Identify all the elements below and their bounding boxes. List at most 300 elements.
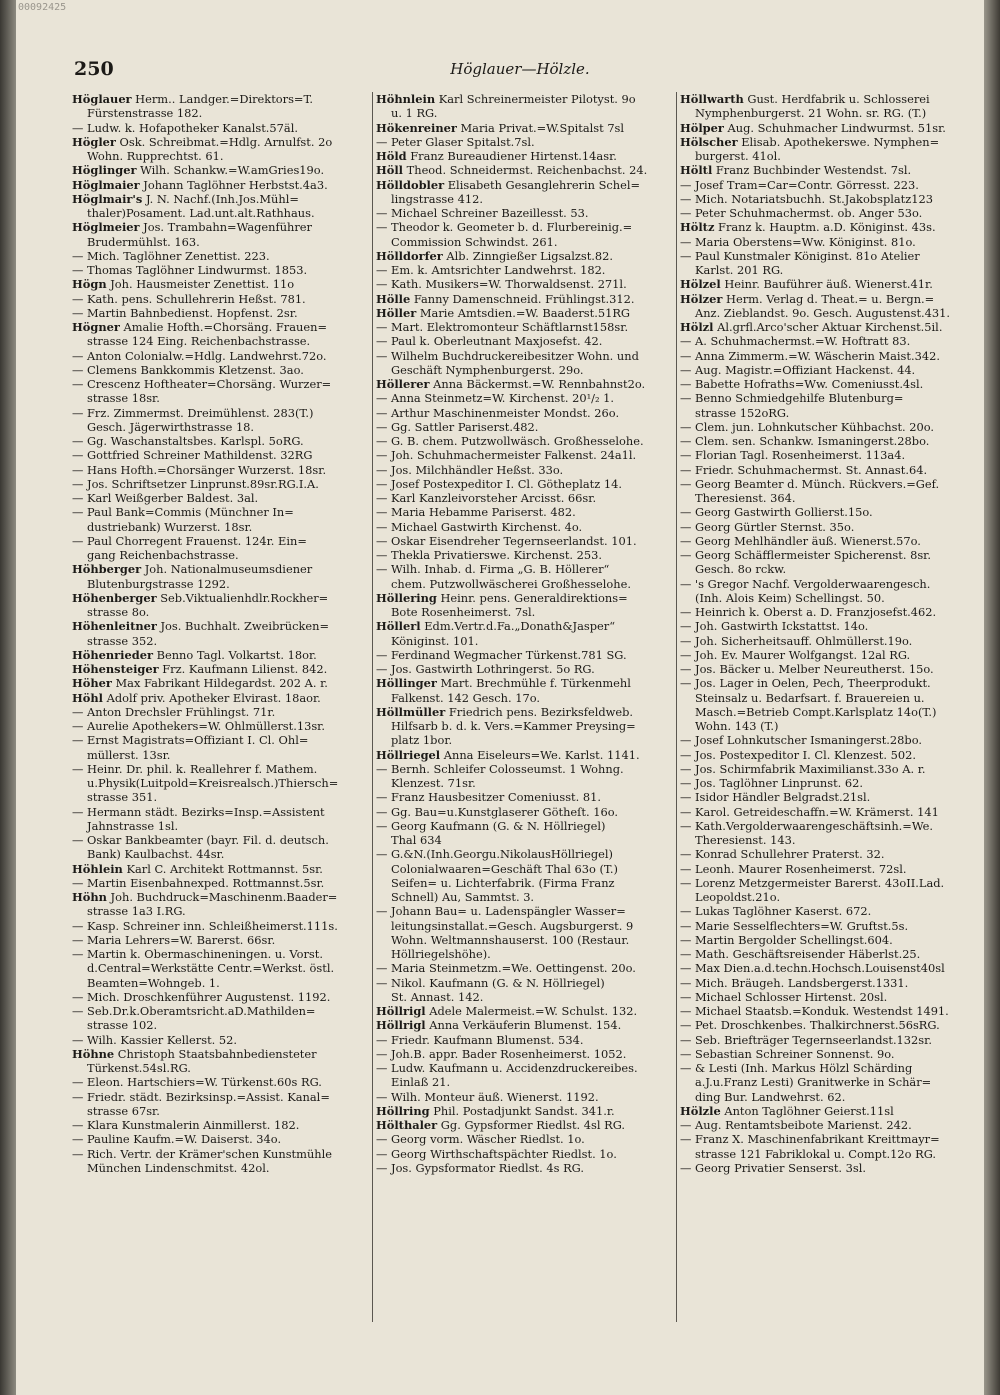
entry-details: — Georg Beamter d. Münch. Rückvers.=Gef. — [680, 476, 940, 491]
entry-details: — Thekla Privatierswe. Kirchenst. 253. — [376, 548, 603, 562]
entry-details: Karl Schreinermeister Pilotyst. 9o — [435, 92, 636, 106]
entry-details: — Benno Schmiedgehilfe Blutenburg= — [680, 391, 904, 406]
entry-details: — Wilh. Monteur äuß. Wienerst. 1192. — [376, 1089, 599, 1104]
directory-entry-line — [680, 719, 980, 733]
entry-details: J. N. Nachf.(Inh.Jos.Mühl= — [142, 191, 299, 206]
directory-entry-line — [72, 577, 372, 591]
directory-entry-line — [72, 976, 372, 990]
directory-entry-line — [72, 619, 372, 633]
entry-details: — Gg. Waschanstaltsbes. Karlspl. 5oRG. — [72, 434, 304, 448]
directory-entry-line — [72, 1104, 372, 1118]
entry-details: Nymphenburgerst. 21 Wohn. sr. RG. (T.) — [695, 106, 927, 121]
entry-details: — Klara Kunstmalerin Ainmillerst. 182. — [72, 1118, 300, 1132]
directory-entry-line — [680, 491, 980, 505]
entry-details: Theresienst. 143. — [695, 833, 796, 847]
directory-entry-line — [72, 334, 372, 348]
entry-details: — Aug. Magistr.=Offiziant Hackenst. 44. — [680, 362, 916, 377]
entry-details: — Michael Schreiner Bazeillesst. 53. — [376, 206, 589, 220]
running-head: Höglauer—Hölzle. — [450, 60, 590, 78]
directory-entry-line — [376, 919, 676, 933]
entry-details: Mart. Brechmühle f. Türkenmehl — [436, 676, 631, 691]
scan-stamp: 00092425 — [18, 2, 67, 13]
entry-details: (Inh. Alois Keim) Schellingst. 50. — [695, 590, 885, 605]
entry-details: — Ludw. k. Hofapotheker Kanalst.57äl. — [72, 120, 298, 135]
entry-details: — Rich. Vertr. der Krämer'schen Kunstmühle — [72, 1146, 332, 1161]
directory-entry-line — [376, 719, 676, 733]
directory-entry-line — [376, 192, 676, 206]
directory-entry-line — [72, 805, 372, 819]
directory-entry-line — [680, 947, 980, 961]
directory-entry-line — [376, 790, 676, 804]
entry-details: — Oskar Bankbeamter (bayr. Fil. d. deutsch. — [72, 833, 329, 847]
entry-details: Joh. Nationalmuseumsdiener — [141, 562, 313, 577]
directory-entry-line — [680, 263, 980, 277]
page-number: 250 — [74, 58, 114, 80]
entry-details: strasse 18sr. — [87, 391, 160, 406]
entry-details: Alb. Zinngießer Ligsalzst.82. — [442, 248, 614, 263]
entry-details: — Lukas Taglöhner Kaserst. 672. — [680, 904, 872, 919]
entry-details: Joh. Hausmeister Zenettist. 11o — [106, 277, 295, 292]
entry-details: strasse 8o. — [87, 605, 150, 619]
directory-entry-line — [72, 306, 372, 320]
entry-details: Karlst. 201 RG. — [695, 263, 784, 277]
entry-details: — Paul Kunstmaler Königinst. 81o Atelier — [680, 248, 920, 263]
directory-entry-line — [376, 505, 676, 519]
entry-details: Heinr. pens. Generaldirektions= — [436, 590, 628, 605]
entry-details: Bote Rosenheimerst. 7sl. — [391, 605, 536, 619]
directory-entry-line — [72, 1018, 372, 1032]
entry-surname: Höhenrieder — [72, 647, 153, 662]
entry-details: Max Fabrikant Hildegardst. 202 A. r. — [111, 676, 328, 691]
entry-details: d.Central=Werkstätte Centr.=Werkst. östl. — [87, 961, 335, 976]
directory-entry-line — [72, 748, 372, 762]
entry-details: strasse 124 Eing. Reichenbachstrasse. — [87, 334, 311, 349]
directory-entry-line — [680, 862, 980, 876]
directory-entry-line — [72, 149, 372, 163]
directory-entry-line — [72, 391, 372, 405]
directory-entry-line — [376, 420, 676, 434]
entry-details: Adele Malermeist.=W. Schulst. 132. — [425, 1004, 638, 1018]
directory-entry-line — [72, 235, 372, 249]
entry-details: — Wilhelm Buchdruckereibesitzer Wohn. und — [376, 348, 639, 363]
directory-entry-line — [72, 648, 372, 662]
entry-details: — Kath. Musikers=W. Thorwaldsenst. 271l. — [376, 277, 627, 292]
entry-details: — Martin Eisenbahnexped. Rottmannst.5sr. — [72, 875, 325, 890]
directory-entry-line — [680, 448, 980, 462]
entry-details: Osk. Schreibmat.=Hdlg. Arnulfst. 2o — [115, 134, 333, 149]
entry-details: — Mart. Elektromonteur Schäftlarnst158sr. — [376, 320, 629, 334]
entry-details: — Florian Tagl. Rosenheimerst. 113a4. — [680, 448, 906, 463]
entry-surname: Höllrigl — [376, 1018, 426, 1033]
entry-details: — Georg Gastwirth Gollierst.15o. — [680, 505, 873, 520]
entry-details: — Lorenz Metzgermeister Barerst. 43oII.Lad. — [680, 875, 945, 890]
directory-entry-line — [72, 505, 372, 519]
directory-entry-line — [72, 605, 372, 619]
directory-entry-line — [376, 933, 676, 947]
directory-entry-line — [680, 1132, 980, 1146]
entry-details: Franz Bureaudiener Hirtenst.14asr. — [406, 149, 617, 163]
entry-details: — Karol. Getreideschaffn.=W. Krämerst. 141 — [680, 804, 939, 819]
directory-entry-line — [376, 1004, 676, 1018]
entry-details: — Seb.Dr.k.Oberamtsricht.aD.Mathilden= — [72, 1004, 316, 1018]
entry-details: — Peter Glaser Spitalst.7sl. — [376, 134, 535, 149]
entry-details: Bank) Kaulbachst. 44sr. — [87, 847, 225, 862]
directory-entry-line — [680, 733, 980, 747]
entry-surname: Höhlein — [72, 861, 123, 876]
directory-entry-line — [72, 249, 372, 263]
entry-details: strasse 351. — [87, 790, 158, 805]
entry-details: — Bernh. Schleifer Colosseumst. 1 Wohng. — [376, 761, 624, 776]
entry-details: — Michael Staatsb.=Konduk. Westendst 1491. — [680, 1004, 949, 1018]
directory-entry-line — [72, 121, 372, 135]
entry-details: ding Bur. Landwehrst. 62. — [695, 1089, 846, 1104]
directory-entry-line — [680, 1118, 980, 1132]
entry-surname: Hölzer — [680, 291, 723, 306]
directory-entry-line — [680, 334, 980, 348]
column-rule — [372, 92, 373, 1322]
directory-entry-line — [72, 890, 372, 904]
entry-details: — Anton Drechsler Frühlingst. 71r. — [72, 704, 276, 719]
directory-entry-line — [72, 990, 372, 1004]
entry-details: — Clem. sen. Schankw. Ismaningerst.28bo. — [680, 434, 930, 448]
entry-details: Blutenburgstrasse 1292. — [87, 576, 230, 591]
directory-entry-line — [376, 1104, 676, 1118]
directory-entry-line — [680, 463, 980, 477]
directory-entry-line — [72, 662, 372, 676]
entry-details: leitungsinstallat.=Gesch. Augsburgerst. 9 — [391, 918, 634, 933]
entry-details: — Marie Sesselflechters=W. Gruftst.5s. — [680, 918, 909, 933]
entry-surname: Hölthaler — [376, 1118, 438, 1132]
directory-entry-line — [376, 306, 676, 320]
entry-details: — Maria Hebamme Pariserst. 482. — [376, 505, 576, 520]
entry-details: — Franz X. Maschinenfabrikant Kreittmayr= — [680, 1132, 940, 1147]
directory-entry-line — [376, 178, 676, 192]
directory-entry-line — [680, 505, 980, 519]
entry-details: — Anton Colonialw.=Hdlg. Landwehrst.72o. — [72, 348, 327, 363]
directory-entry-line — [680, 178, 980, 192]
directory-entry-line — [72, 1132, 372, 1146]
entry-details: Fürstenstrasse 182. — [87, 106, 203, 121]
entry-details: strasse 152oRG. — [695, 405, 790, 420]
directory-entry-line — [376, 591, 676, 605]
entry-surname: Höhenberger — [72, 590, 157, 605]
directory-entry-line — [680, 691, 980, 705]
directory-entry-line — [376, 776, 676, 790]
directory-entry-line — [376, 363, 676, 377]
directory-entry-line — [680, 1075, 980, 1089]
directory-entry-line — [376, 947, 676, 961]
entry-surname: Höller — [376, 305, 417, 320]
directory-entry-line — [376, 805, 676, 819]
directory-entry-line — [680, 249, 980, 263]
entry-details: — & Lesti (Inh. Markus Hölzl Schärding — [680, 1061, 913, 1075]
directory-entry-line — [72, 961, 372, 975]
entry-surname: Höltz — [680, 220, 715, 235]
scan-edge-left — [0, 0, 16, 1395]
entry-details: Herm. Verlag d. Theat.= u. Bergn.= — [722, 291, 935, 306]
entry-details: — Heinrich k. Oberst a. D. Franzjosefst.462. — [680, 605, 937, 619]
entry-details: Klenzest. 71sr. — [391, 776, 476, 790]
entry-details: a.J.u.Franz Lesti) Granitwerke in Schär= — [695, 1075, 932, 1090]
entry-details: — Mich. Notariatsbuchh. St.Jakobsplatz123 — [680, 191, 933, 206]
entry-details: — Michael Schlosser Hirtenst. 20sl. — [680, 989, 888, 1004]
directory-entry-line — [680, 292, 980, 306]
directory-entry-line — [680, 776, 980, 790]
directory-entry-line — [376, 1090, 676, 1104]
entry-surname: Höhenleitner — [72, 619, 157, 634]
entry-details: Marie Amtsdien.=W. Baaderst.51RG — [416, 305, 631, 320]
entry-details: — Jos. Gypsformator Riedlst. 4s RG. — [376, 1160, 584, 1175]
entry-details: strasse 352. — [87, 633, 158, 648]
entry-details: Wohn. 143 (T.) — [695, 719, 779, 733]
directory-entry-line — [680, 1161, 980, 1175]
entry-details: — Ferdinand Wegmacher Türkenst.781 SG. — [376, 647, 627, 662]
entry-surname: Höhnlein — [376, 92, 436, 106]
entry-details: — Karl Kanzleivorsteher Arcisst. 66sr. — [376, 491, 597, 505]
entry-surname: Höld — [376, 149, 407, 163]
entry-details: — Joh.B. appr. Bader Rosenheimerst. 1052. — [376, 1046, 627, 1061]
entry-surname: Hölper — [680, 120, 724, 135]
page-header — [0, 58, 1000, 82]
entry-surname: Högler — [72, 134, 116, 149]
directory-entry-line — [72, 762, 372, 776]
directory-entry-line — [376, 135, 676, 149]
entry-details: — Martin Bahnbedienst. Hopfenst. 2sr. — [72, 305, 298, 320]
directory-entry-line — [376, 121, 676, 135]
entry-details: — Seb. Briefträger Tegernseerlandst.132sr. — [680, 1032, 932, 1047]
directory-entry-line — [376, 263, 676, 277]
directory-entry-line — [72, 292, 372, 306]
directory-entry-line — [376, 206, 676, 220]
entry-details: — Anna Steinmetz=W. Kirchenst. 20¹/₂ 1. — [376, 391, 615, 406]
directory-entry-line — [376, 819, 676, 833]
entry-details: — Mich. Taglöhner Zenettist. 223. — [72, 248, 270, 263]
entry-details: — G.&N.(Inh.Georgu.NikolausHöllriegel) — [376, 847, 613, 862]
directory-entry-line — [72, 591, 372, 605]
entry-details: Steinsalz u. Bedarfsart. f. Brauereien u. — [695, 690, 925, 705]
entry-details: Falkenst. 142 Gesch. 17o. — [391, 690, 540, 705]
directory-entry-line — [680, 220, 980, 234]
entry-details: — Ludw. Kaufmann u. Accidenzdruckereibes. — [376, 1061, 638, 1075]
directory-entry-line — [376, 249, 676, 263]
directory-entry-line — [72, 733, 372, 747]
entry-details: Wilh. Schankw.=W.amGries19o. — [136, 163, 325, 178]
entry-details: müllerst. 13sr. — [87, 747, 171, 762]
entry-details: Franz Buchbinder Westendst. 7sl. — [712, 163, 912, 178]
directory-entry-line — [72, 862, 372, 876]
entry-details: — Crescenz Hoftheater=Chorsäng. Wurzer= — [72, 377, 332, 391]
directory-entry-line — [680, 1104, 980, 1118]
entry-details: — Gg. Sattler Pariserst.482. — [376, 419, 539, 434]
directory-entry-line — [376, 377, 676, 391]
directory-entry-line — [376, 1033, 676, 1047]
directory-entry-line — [376, 491, 676, 505]
entry-details: platz 1bor. — [391, 733, 453, 748]
entry-details: Fanny Damenschneid. Frühlingst.312. — [410, 291, 635, 306]
directory-entry-line — [72, 92, 372, 106]
directory-entry-line — [680, 1004, 980, 1018]
entry-details: Höllriegelshöhe). — [391, 947, 491, 961]
directory-entry-line — [376, 990, 676, 1004]
entry-details: — Paul Bank=Commis (Münchner In= — [72, 505, 294, 520]
entry-surname: Höllerer — [376, 377, 430, 391]
directory-entry-line — [72, 1004, 372, 1018]
directory-entry-line — [376, 662, 676, 676]
entry-surname: Höhberger — [72, 562, 142, 577]
directory-entry-line — [680, 748, 980, 762]
directory-entry-line — [376, 292, 676, 306]
entry-details: Seb.Viktualienhdlr.Rockher= — [156, 590, 329, 605]
directory-entry-line — [72, 477, 372, 491]
entry-details: — Eleon. Hartschiers=W. Türkenst.60s RG. — [72, 1075, 322, 1090]
entry-details: — Mich. Bräugeh. Landsbergerst.1331. — [680, 975, 909, 990]
directory-entry-line — [680, 277, 980, 291]
entry-surname: Höhl — [72, 690, 103, 705]
entry-details: — Georg Wirthschaftspächter Riedlst. 1o. — [376, 1146, 617, 1161]
directory-entry-line — [376, 862, 676, 876]
directory-entry-line — [72, 691, 372, 705]
entry-details: Wohn. Rupprechtst. 61. — [87, 149, 224, 163]
entry-surname: Höll — [376, 163, 404, 178]
entry-details: — Michael Gastwirth Kirchenst. 4o. — [376, 519, 583, 534]
directory-entry-line — [376, 534, 676, 548]
entry-details: — Peter Schuhmachermst. ob. Anger 53o. — [680, 206, 923, 220]
entry-details: — Pauline Kaufm.=W. Daiserst. 34o. — [72, 1132, 282, 1147]
directory-entry-line — [72, 434, 372, 448]
directory-entry-line — [376, 562, 676, 576]
directory-entry-line — [376, 762, 676, 776]
entry-surname: Höher — [72, 676, 112, 691]
directory-entry-line — [680, 819, 980, 833]
directory-entry-line — [680, 377, 980, 391]
directory-entry-line — [376, 235, 676, 249]
directory-entry-line — [72, 919, 372, 933]
entry-details: — Hans Hofth.=Chorsänger Wurzerst. 18sr. — [72, 462, 327, 477]
entry-details: — Aurelie Apothekers=W. Ohlmüllerst.13sr. — [72, 719, 325, 733]
scan-edge-right — [984, 0, 1000, 1395]
entry-surname: Höllriegel — [376, 747, 441, 762]
directory-entry-line — [680, 121, 980, 135]
directory-entry-line — [680, 833, 980, 847]
directory-entry-line — [72, 463, 372, 477]
directory-entry-line — [680, 391, 980, 405]
entry-details: u.Physik(Luitpold=Kreisrealsch.)Thiersch= — [87, 776, 339, 790]
directory-entry-line — [680, 662, 980, 676]
entry-details: München Lindenschmitst. 42ol. — [87, 1160, 270, 1175]
directory-entry-line — [376, 577, 676, 591]
directory-entry-line — [72, 277, 372, 291]
directory-entry-line — [72, 876, 372, 890]
entry-surname: Höglinger — [72, 163, 137, 178]
entry-details: — A. Schuhmachermst.=W. Hoftratt 83. — [680, 334, 911, 349]
entry-details: Johann Taglöhner Herbstst.4a3. — [139, 177, 328, 192]
entry-details: — Jos. Schirmfabrik Maximilianst.33o A. r. — [680, 761, 926, 776]
entry-details: — G. B. chem. Putzwollwäsch. Großhesselohe. — [376, 434, 644, 448]
directory-entry-line — [680, 135, 980, 149]
entry-details: Thal 634 — [391, 833, 442, 847]
entry-details: Gesch. 8o rckw. — [695, 562, 787, 577]
entry-details: — Babette Hofraths=Ww. Comeniusst.4sl. — [680, 377, 924, 391]
entry-details: — Joh. Sicherheitsauff. Ohlmüllerst.19o. — [680, 633, 913, 648]
column-rule — [676, 92, 677, 1322]
entry-details: Phil. Postadjunkt Sandst. 341.r. — [429, 1103, 615, 1118]
entry-details: — Friedr. Schuhmachermst. St. Annast.64. — [680, 462, 928, 477]
directory-entry-line — [72, 1147, 372, 1161]
entry-details: chem. Putzwollwäscherei Großhesselohe. — [391, 576, 631, 591]
directory-entry-line — [680, 676, 980, 690]
entry-details: Anz. Zieblandst. 9o. Gesch. Augustenst.431. — [695, 305, 951, 320]
entry-details: Adolf priv. Apotheker Elvirast. 18aor. — [102, 690, 321, 705]
entry-details: — Ernst Magistrats=Offiziant I. Cl. Ohl= — [72, 733, 309, 748]
entry-details: — Josef Lohnkutscher Ismaningerst.28bo. — [680, 733, 922, 748]
directory-entry-line — [72, 634, 372, 648]
directory-entry-line — [72, 377, 372, 391]
entry-details: St. Annast. 142. — [391, 989, 484, 1004]
directory-entry-line — [376, 334, 676, 348]
directory-entry-line — [680, 406, 980, 420]
directory-entry-line — [376, 220, 676, 234]
directory-entry-line — [72, 933, 372, 947]
directory-entry-line — [72, 833, 372, 847]
entry-details: — Georg Privatier Senserst. 3sl. — [680, 1160, 867, 1175]
entry-details: — Gottfried Schreiner Mathildenst. 32RG — [72, 448, 313, 463]
directory-entry-line — [72, 705, 372, 719]
directory-entry-line — [376, 1047, 676, 1061]
entry-surname: Hölzel — [680, 277, 721, 292]
directory-entry-line — [680, 1047, 980, 1061]
entry-details: Anna Verkäuferin Blumenst. 154. — [425, 1018, 622, 1033]
entry-details: Türkenst.54sl.RG. — [87, 1061, 191, 1075]
directory-entry-line — [680, 876, 980, 890]
directory-entry-line — [72, 520, 372, 534]
entry-details: — Jos. Gastwirth Lothringerst. 5o RG. — [376, 662, 595, 676]
entry-surname: Hölldobler — [376, 177, 445, 192]
directory-entry-line — [680, 805, 980, 819]
entry-details: Commission Schwindst. 261. — [391, 234, 558, 249]
directory-entry-line — [72, 206, 372, 220]
entry-details: Gg. Gypsformer Riedlst. 4sl RG. — [437, 1118, 626, 1132]
entry-surname: Hölzl — [680, 320, 714, 334]
entry-details: Hilfsarb b. d. k. Vers.=Kammer Preysing= — [391, 719, 636, 733]
entry-details: Maria Privat.=W.Spitalst 7sl — [456, 120, 625, 135]
directory-entry-line — [376, 648, 676, 662]
entry-details: — Kath.Vergolderwaarengeschäftsinh.=We. — [680, 818, 933, 833]
entry-details: Anna Bäckermst.=W. Rennbahnst2o. — [429, 377, 646, 391]
entry-details: — Georg vorm. Wäscher Riedlst. 1o. — [376, 1132, 585, 1147]
directory-entry-line — [376, 904, 676, 918]
directory-entry-line — [680, 605, 980, 619]
directory-entry-line — [72, 1033, 372, 1047]
entry-details: Franz k. Hauptm. a.D. Königinst. 43s. — [714, 220, 936, 235]
directory-entry-line — [72, 776, 372, 790]
directory-entry-line — [680, 477, 980, 491]
directory-entry-line — [680, 149, 980, 163]
entry-details: — Jos. Bäcker u. Melber Neureutherst. 15o. — [680, 662, 934, 676]
directory-entry-line — [376, 520, 676, 534]
directory-entry-line — [680, 534, 980, 548]
directory-entry-line — [72, 1090, 372, 1104]
entry-details: — Wilh. Inhab. d. Firma „G. B. Höllerer“ — [376, 562, 610, 577]
entry-surname: Höhensteiger — [72, 662, 159, 676]
directory-entry-line — [72, 904, 372, 918]
directory-entry-line — [72, 819, 372, 833]
entry-details: Schnell) Au, Sammtst. 3. — [391, 890, 535, 904]
entry-details: — Paul Chorregent Frauenst. 124r. Ein= — [72, 533, 307, 548]
entry-details: Karl C. Architekt Rottmannst. 5sr. — [122, 861, 323, 876]
directory-entry-line — [680, 92, 980, 106]
entry-details: — Jos. Milchhändler Heßst. 33o. — [376, 462, 564, 477]
entry-surname: Högner — [72, 320, 120, 334]
